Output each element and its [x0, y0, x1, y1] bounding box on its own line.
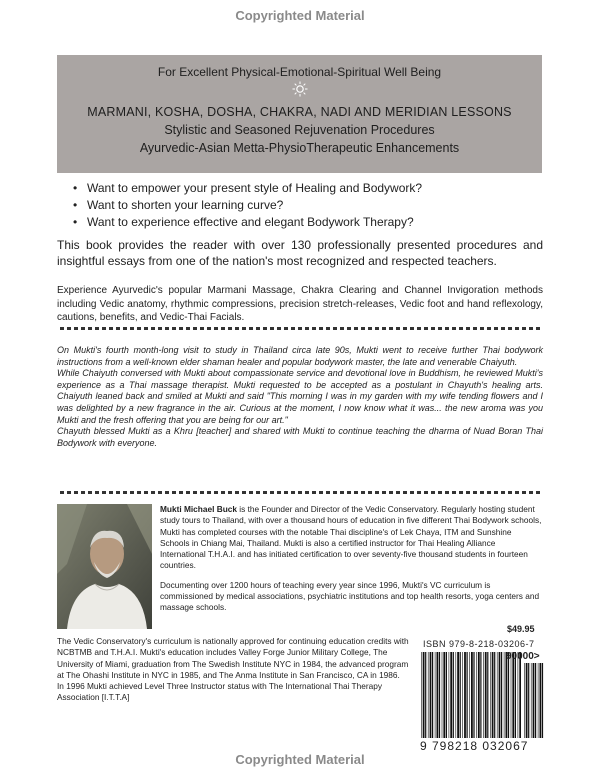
barcode-number: 9 798218 032067	[420, 739, 529, 753]
banner-subtitle-2: Ayurvedic-Asian Metta-PhysioTherapeutic Enhancements	[139, 141, 460, 155]
story-section	[57, 345, 543, 449]
author-photo	[57, 504, 152, 629]
list-item: • Want to empower your present style of Healing and Bodywork?	[73, 180, 422, 197]
question-list	[73, 180, 422, 231]
story-paragraph: Chayuth blessed Mukti as a Khru [teacher] and shared with Mukti to continue teaching the dharma of Nuad Boran Thai Bodywork with everyone.	[57, 426, 543, 448]
list-item: • Want to experience effective and elegant Bodywork Therapy?	[73, 214, 422, 231]
bio-paragraph: Documenting over 1200 hours of teaching every year since 1996, Mukti's VC curriculum is commissioned by medical associations, psychiatric institutions and top health resorts, yoga centers and massage schools.	[160, 579, 540, 613]
story-paragraph: On Mukti's fourth month-long visit to study in Thailand circa late 90s, Mukti went to receive further Thai bodywork instructions from a well-known elder shaman healer and popular bodywork master, the late and venerable Chaiyuth.	[57, 345, 543, 367]
price-addon-code: 90000>	[506, 651, 540, 662]
author-bio	[160, 504, 543, 622]
list-item: • Want to shorten your learning curve?	[73, 197, 422, 214]
banner-tagline: For Excellent Physical-Emotional-Spiritual Well Being	[157, 65, 442, 79]
author-name: Mukti Michael Buck	[160, 504, 237, 514]
isbn-label: ISBN 979-8-218-03206-7	[423, 639, 535, 649]
sun-icon	[292, 81, 308, 97]
title-banner	[57, 55, 542, 173]
experience-paragraph: Experience Ayurvedic's popular Marmani Massage, Chakra Clearing and Channel Invigoration methods including Vedic anatomy, rhythmic compressions, precision stretch-releases, Vedic foot and hand reflexology, cautions, benefits, and Vedic-Thai Facials.	[57, 285, 543, 323]
banner-subtitle-1: Stylistic and Seasoned Rejuvenation Procedures	[164, 123, 435, 137]
addon-barcode	[524, 663, 544, 738]
story-paragraph: While Chaiyuth conversed with Mukti about compassionate service and devotional love in Buddhism, he reviewed Mukti's experience as a Thai massage therapist. Mukti requested to be accepted as a postulant in Chayuth's healing arts. Chaiyuth leaned back and smiled at Mukti and said "This morning I was in my garden with my wife tending flowers and I was delighted by a new fragrance in the air. Curious at the moment, I now know what it was... the new aroma was you Mukti and the fresh offering that you are being for our art."	[57, 368, 543, 425]
dotted-divider	[60, 327, 540, 330]
dotted-divider	[60, 491, 540, 494]
curriculum-paragraph: The Vedic Conservatory's curriculum is nationally approved for continuing education credits with NCBTMB and T.H.A.I. Mukti's education includes Valley Forge Junior Military College, The University of Miami, graduation from The Swedish Institute NYC in 1984, the advanced program at The Ohashi Institute in NYC in 1985, and The Anma Institute in San Francisco, CA in 1986. In 1996 Mukti achieved Level Three Instructor status with The International Thai Therapy Association [I.T.T.A]	[57, 636, 409, 703]
watermark-bottom: Copyrighted Material	[235, 752, 365, 767]
bio-paragraph	[160, 504, 543, 572]
watermark-top: Copyrighted Material	[235, 8, 365, 23]
bio-text: is the Founder and Director of the Vedic Conservatory. Regularly hosting student study tours to Thailand, with over a thousand hours of education in five different Thai Bodywork schools, Mukti has completed courses with the notable Thai discipline's of Lek Chaya, ITM and Sunshine Schools in Chiang Mai, Thailand. Mukti is also a certified instructor for Thai Healing Alliance International T.H.A.I. and has initiated certification to over seventy-five thousand students in fourteen countries.	[160, 504, 542, 571]
intro-paragraph: This book provides the reader with over 130 professionally presented procedures and insightful essays from one of the nation's most recognized and respected teachers.	[57, 238, 543, 268]
isbn-barcode	[421, 652, 521, 738]
banner-lessons-heading: MARMANI, KOSHA, DOSHA, CHAKRA, NADI AND MERIDIAN LESSONS	[87, 105, 512, 119]
price-label: $49.95	[507, 624, 535, 634]
